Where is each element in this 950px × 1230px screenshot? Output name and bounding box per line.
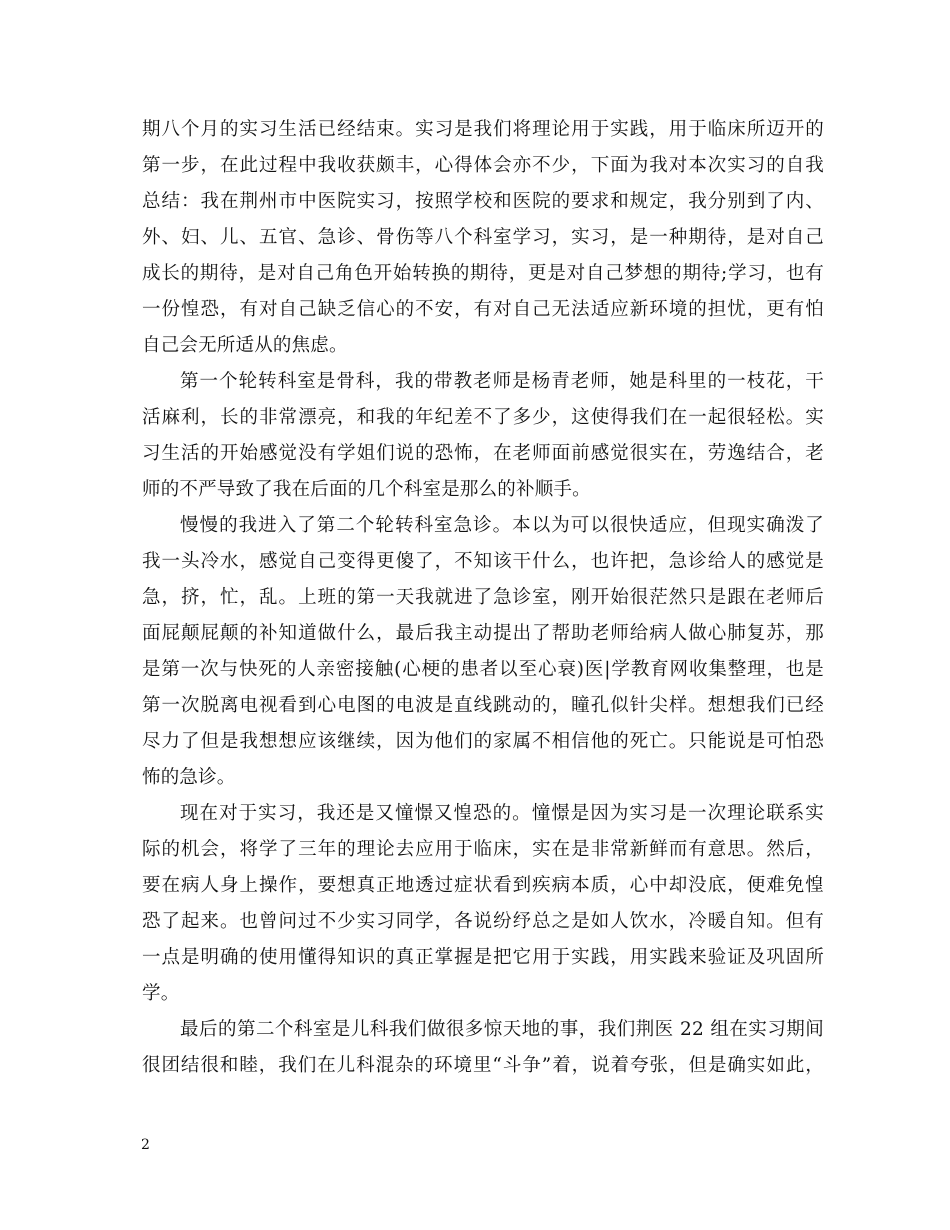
text-line: 尽力了但是我想想应该继续，因为他们的家属不相信他的死亡。只能说是可怕恐	[142, 731, 824, 752]
text-line: 习生活的开始感觉没有学姐们说的恐怖，在老师面前感觉很实在，劳逸结合，老	[142, 443, 824, 464]
text-line: 最后的第二个科室是儿科我们做很多惊天地的事，我们荆医 22 组在实习期间	[180, 1019, 824, 1040]
text-line: 外、妇、儿、五官、急诊、骨伤等八个科室学习，实习，是一种期待，是对自己	[142, 227, 824, 248]
text-line: 期八个月的实习生活已经结束。实习是我们将理论用于实践，用于临床所迈开的	[142, 119, 824, 140]
page-number: 2	[141, 1137, 150, 1153]
document-body	[142, 112, 824, 1084]
text-line: 一点是明确的使用懂得知识的真正掌握是把它用于实践，用实践来验证及巩固所	[142, 947, 824, 968]
text-line: 成长的期待，是对自己角色开始转换的期待，更是对自己梦想的期待;学习，也有	[142, 263, 824, 284]
text-line: 要在病人身上操作，要想真正地透过症状看到疾病本质，心中却没底，便难免惶	[142, 875, 824, 896]
text-line: 急，挤，忙，乱。上班的第一天我就进了急诊室，刚开始很茫然只是跟在老师后	[142, 587, 824, 608]
text-line: 是第一次与快死的人亲密接触(心梗的患者以至心衰)医|学教育网收集整理，也是	[142, 659, 824, 680]
text-line: 第一步，在此过程中我收获颇丰，心得体会亦不少，下面为我对本次实习的自我	[142, 155, 824, 176]
text-line: 慢慢的我进入了第二个轮转科室急诊。本以为可以很快适应，但现实确泼了	[180, 515, 824, 536]
text-line: 面屁颠屁颠的补知道做什么，最后我主动提出了帮助老师给病人做心肺复苏，那	[142, 623, 824, 644]
text-line: 恐了起来。也曾问过不少实习同学，各说纷纾总之是如人饮水，冷暖自知。但有	[142, 911, 824, 932]
text-line: 我一头冷水，感觉自己变得更傻了，不知该干什么，也许把，急诊给人的感觉是	[142, 551, 824, 572]
text-line: 学。	[142, 983, 180, 1004]
text-line: 很团结很和睦，我们在儿科混杂的环境里“斗争”着，说着夸张，但是确实如此，	[142, 1055, 824, 1076]
text-line: 现在对于实习，我还是又憧憬又惶恐的。憧憬是因为实习是一次理论联系实	[180, 803, 824, 824]
text-line: 第一个轮转科室是骨科，我的带教老师是杨青老师，她是科里的一枝花，干	[180, 371, 824, 392]
text-line: 际的机会，将学了三年的理论去应用于临床，实在是非常新鲜而有意思。然后，	[142, 839, 824, 860]
text-line: 一份惶恐，有对自己缺乏信心的不安，有对自己无法适应新环境的担忧，更有怕	[142, 299, 824, 320]
text-line: 师的不严导致了我在后面的几个科室是那么的补顺手。	[142, 479, 591, 500]
text-line: 活麻利，长的非常漂亮，和我的年纪差不了多少，这使得我们在一起很轻松。实	[142, 407, 824, 428]
text-line: 第一次脱离电视看到心电图的电波是直线跳动的，瞳孔似针尖样。想想我们已经	[142, 695, 824, 716]
text-line: 自己会无所适从的焦虑。	[142, 335, 348, 356]
text-line: 总结：我在荆州市中医院实习，按照学校和医院的要求和规定，我分别到了内、	[142, 191, 824, 212]
text-line: 怖的急诊。	[142, 767, 236, 788]
